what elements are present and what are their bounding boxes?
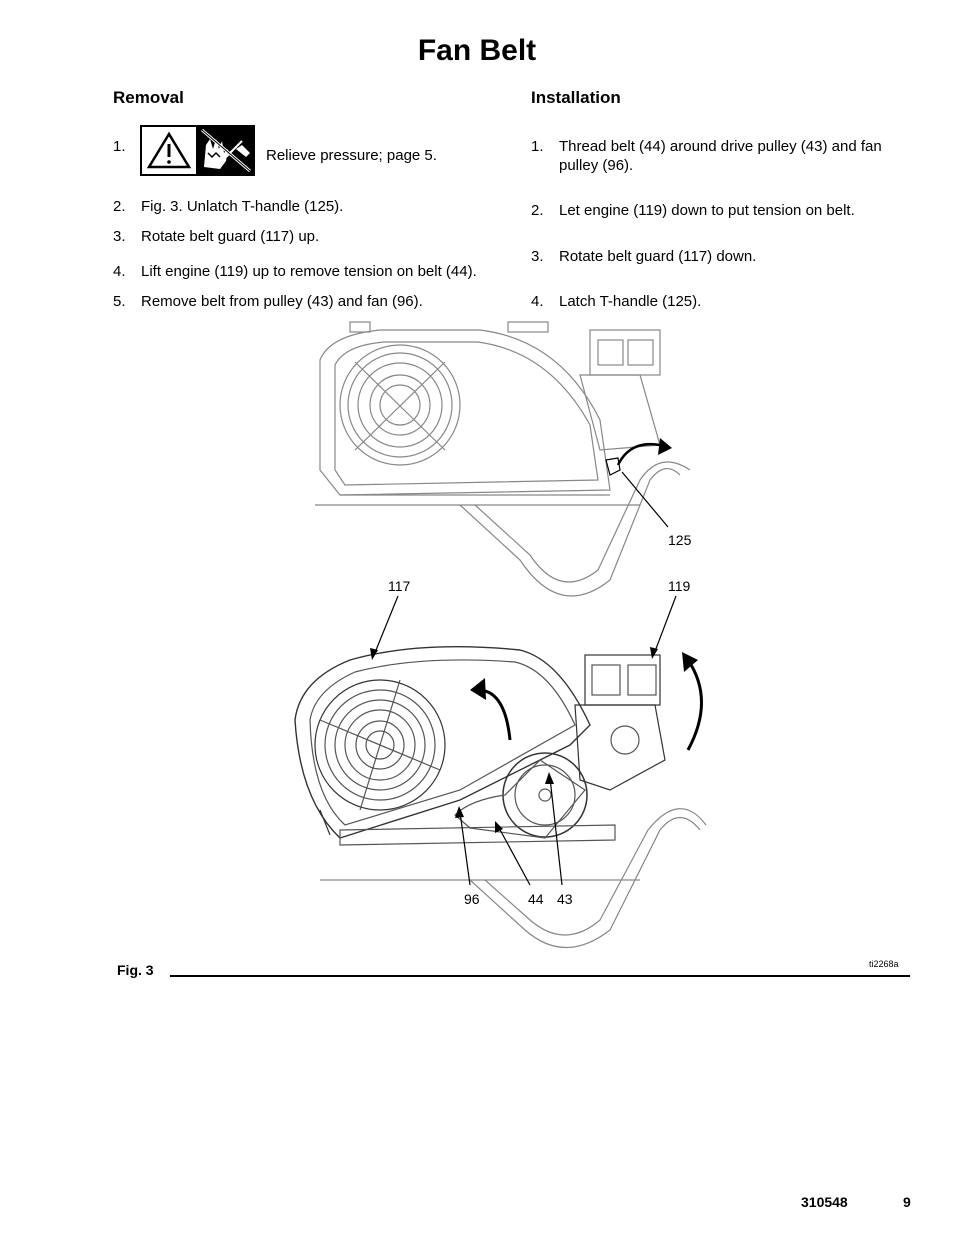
step-number: 3.: [531, 248, 544, 265]
page-number: 9: [903, 1194, 911, 1210]
step-number: 3.: [113, 228, 126, 245]
removal-step-1-text: Relieve pressure; page 5.: [266, 147, 437, 164]
warning-symbols-box: [140, 125, 255, 176]
step-text: Rotate belt guard (117) up.: [141, 228, 320, 245]
removal-heading: Removal: [113, 88, 184, 107]
step-number: 2.: [113, 198, 126, 215]
callout-96: 96: [464, 891, 480, 907]
callout-125: 125: [668, 532, 692, 548]
callout-117: 117: [388, 578, 411, 594]
step-number: 1.: [531, 138, 544, 155]
callout-43: 43: [557, 891, 573, 907]
unit-closed-drawing: [315, 322, 690, 596]
step-text: Fig. 3. Unlatch T-handle (125).: [141, 198, 344, 215]
step-text: Remove belt from pulley (43) and fan (96).: [141, 293, 423, 310]
step-number: 5.: [113, 293, 126, 310]
callout-44: 44: [528, 891, 544, 907]
fan-belt-illustration: [280, 315, 720, 955]
step-text: Rotate belt guard (117) down.: [559, 248, 757, 265]
callout-119: 119: [668, 578, 691, 594]
step-number: 4.: [531, 293, 544, 310]
step-text: Lift engine (119) up to remove tension on belt (44).: [141, 263, 477, 280]
step-number: 4.: [113, 263, 126, 280]
step-number: 2.: [531, 202, 544, 219]
document-number: 310548: [801, 1194, 848, 1210]
installation-step-1: [531, 137, 921, 177]
hand-spray-injection-icon: [198, 127, 253, 174]
step-text: Latch T-handle (125).: [559, 293, 702, 310]
step-text-continued: pulley (96).: [559, 157, 634, 174]
warning-symbols: [142, 127, 253, 174]
figure-id: ti2268a: [869, 959, 899, 969]
warning-triangle-icon: [142, 127, 197, 174]
page-title: Fan Belt: [417, 34, 537, 67]
figure-caption: Fig. 3: [117, 962, 154, 978]
removal-step-1-number: 1.: [113, 138, 126, 155]
figure-rule: [170, 975, 910, 977]
step-text: Thread belt (44) around drive pulley (43) and fan: [559, 138, 882, 155]
unit-open-drawing: [295, 647, 706, 948]
step-text: Let engine (119) down to put tension on belt.: [559, 202, 855, 219]
installation-heading: Installation: [531, 88, 621, 107]
